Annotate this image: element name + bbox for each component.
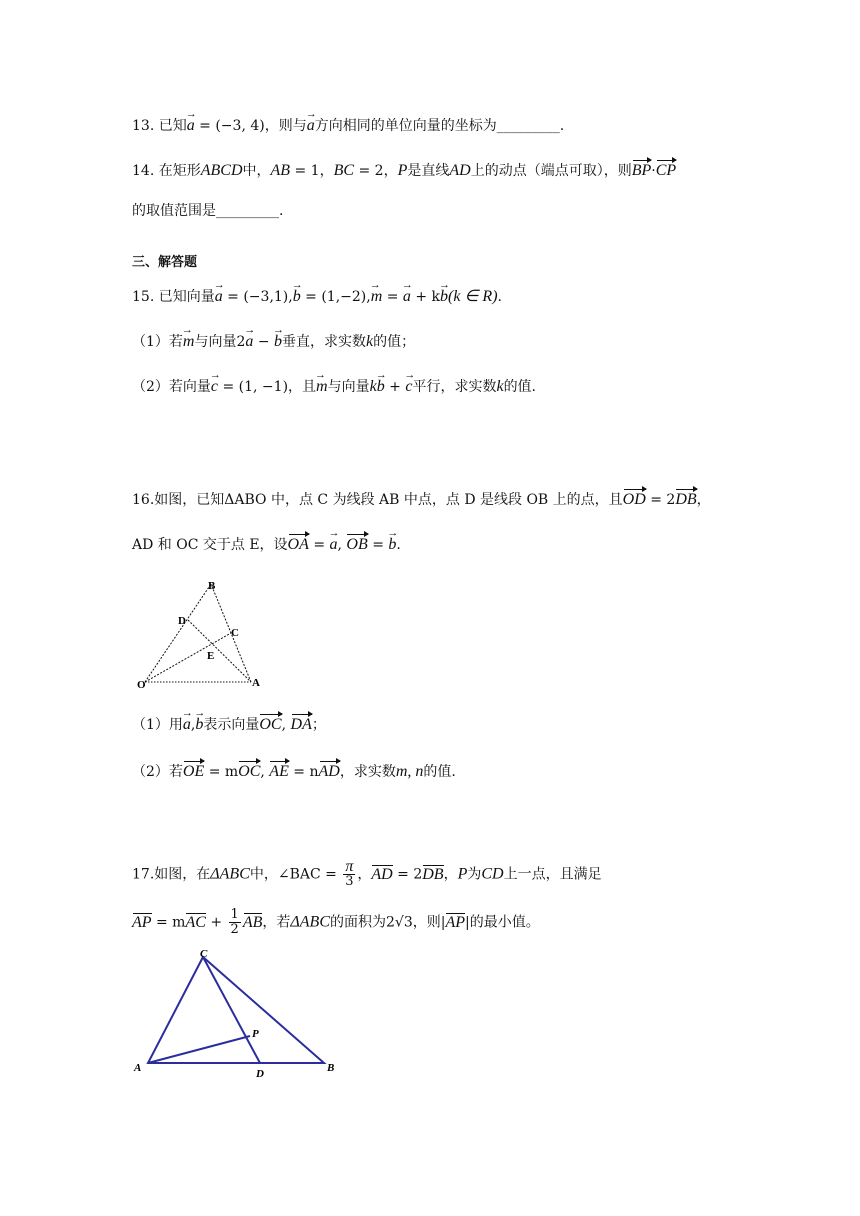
label-E: E (207, 650, 215, 662)
label-A: A (252, 677, 260, 689)
section-heading: 三、解答题 (132, 255, 198, 270)
label-B: B (208, 580, 216, 592)
q16-figure (132, 575, 272, 695)
q16-part1: （1）用a →,b →表示向量OC, DA； (132, 715, 326, 735)
segment-AP (148, 1036, 250, 1063)
q15-part2: （2）若向量c → = (1, −1)，且m →与向量kb → + c →平行，求实数k的值. (132, 377, 536, 397)
label-C: C (231, 627, 239, 639)
segment-OC (145, 633, 231, 682)
q13-line: 13. 已知a → = (−3, 4)，则与a →方向相同的单位向量的坐标为_________. (132, 116, 564, 136)
q14-line2: 的取值范围是_________. (132, 203, 284, 219)
q16-line2: AD 和 OC 交于点 E，设OA = a →, OB = b →. (132, 535, 401, 555)
label-D: D (256, 1068, 264, 1080)
label-A: A (134, 1062, 142, 1074)
q14-line1: 14. 在矩形ABCD中，AB = 1，BC = 2，P是直线AD上的动点（端点可取），则BP·CP (132, 162, 677, 179)
label-P: P (252, 1028, 259, 1040)
label-C: C (200, 948, 208, 960)
q17-line2: AP = mAC + $\frac{1}{2}$ AB，若ΔABC的面积为2√3，则|AP|的最小值。 (132, 907, 540, 937)
q17-line1: 17.如图，在ΔABC中，∠BAC = $\frac{\pi}{3}$ ，AD = 2DB，P为CD上一点，且满足 (132, 858, 602, 889)
q15-line1: 15. 已知向量a → = (−3,1),b → = (1,−2),m → = a → + kb →(k ∈ R). (132, 287, 502, 307)
q17-figure (130, 945, 350, 1085)
label-O: O (137, 679, 146, 691)
segment-AD (188, 620, 251, 682)
q16-line1: 16.如图，已知ΔABO 中，点 C 为线段 AB 中点，点 D 是线段 OB 上的点，且OD = 2DB， (132, 491, 711, 508)
q16-part2: （2）若OE = mOC, AE = nAD，求实数m, n的值. (132, 763, 456, 780)
label-D: D (178, 615, 186, 627)
label-B: B (327, 1062, 335, 1074)
triangle-ABC (148, 957, 324, 1063)
q15-part1: （1）若m →与向量2a → − b →垂直，求实数k的值； (132, 332, 415, 352)
